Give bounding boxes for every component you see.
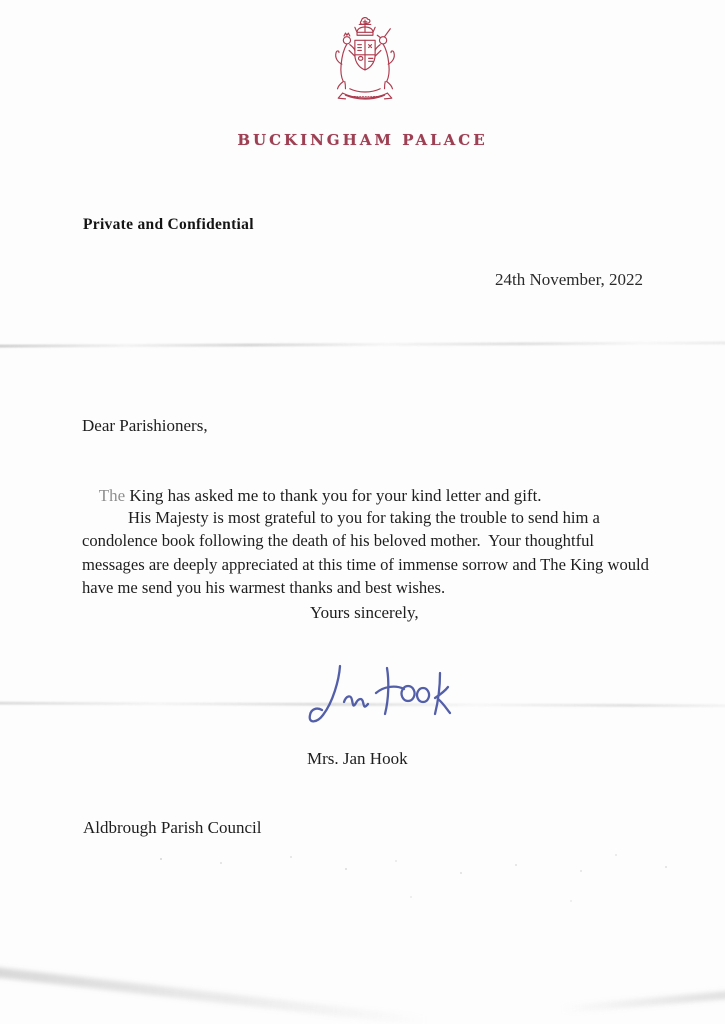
fold-crease-bottom-left — [0, 963, 429, 1024]
royal-coat-of-arms-icon — [318, 14, 412, 110]
signature-ink-strokes — [310, 666, 450, 721]
fold-crease-top — [0, 341, 725, 347]
closing-line: Yours sincerely, — [310, 603, 419, 622]
paragraph-line: condolence book following the death of his beloved mother. Your thoughtful — [82, 531, 595, 551]
scan-noise — [160, 858, 162, 860]
letter-date: 24th November, 2022 — [495, 270, 644, 289]
fold-crease-bottom-right — [560, 986, 725, 1013]
recipient-organization: Aldbrough Parish Council — [83, 818, 262, 837]
body-paragraph — [82, 506, 649, 600]
body-line-1-faint-word: The — [98, 486, 126, 505]
body-line-1-rest: King has asked me to thank you for your kind letter and gift. — [125, 486, 542, 505]
paragraph-line: have me send you his warmest thanks and best wishes. — [82, 578, 446, 598]
handwritten-signature — [288, 656, 468, 731]
salutation: Dear Parishioners, — [82, 416, 208, 435]
confidential-label: Private and Confidential — [83, 216, 254, 233]
paragraph-line: messages are deeply appreciated at this time of immense sorrow and The King would — [82, 554, 649, 574]
crest-strokes — [336, 18, 395, 100]
paragraph-line: His Majesty is most grateful to you for taking the trouble to send him a — [128, 508, 600, 527]
letterhead-title: BUCKINGHAM PALACE — [237, 131, 488, 149]
typed-signatory-name: Mrs. Jan Hook — [307, 749, 408, 768]
